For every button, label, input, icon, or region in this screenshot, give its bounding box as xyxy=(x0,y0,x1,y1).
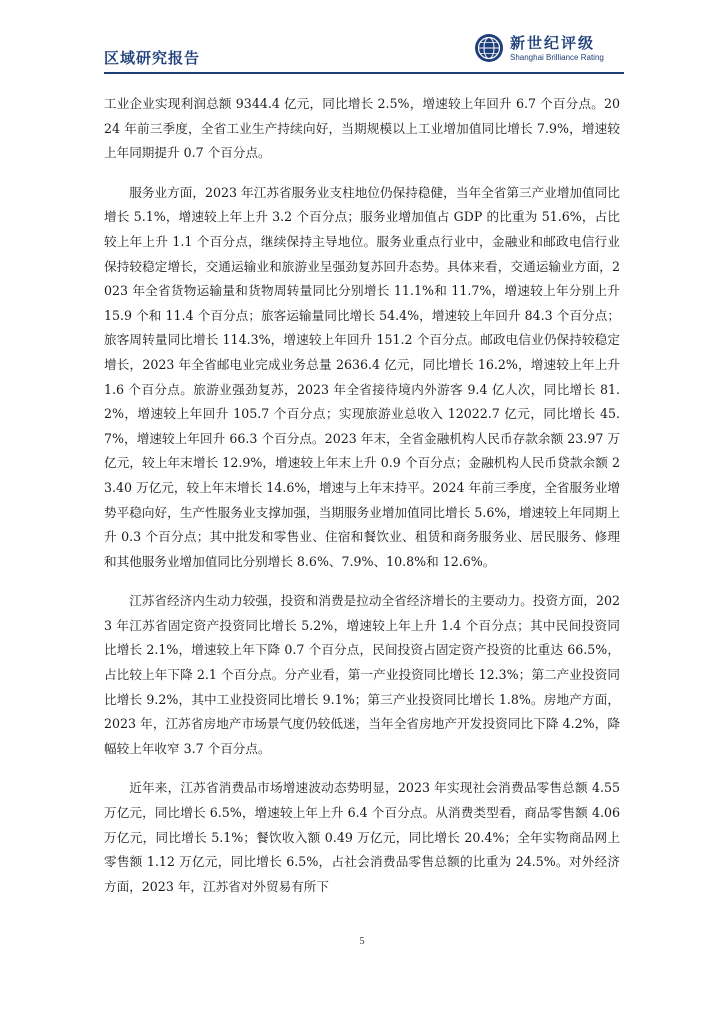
globe-emblem-icon xyxy=(474,33,504,63)
company-logo xyxy=(474,32,624,66)
paragraph-industry-profit: 工业企业实现利润总额 9344.4 亿元，同比增长 2.5%，增速较上年回升 6.7 个百分点。2024 年前三季度，全省工业生产持续向好，当期规模以上工业增加值同比增长 7.9%，增速较上年同期提升 0.7 个百分点。 xyxy=(104,96,620,161)
page-number: 5 xyxy=(359,936,365,947)
page-header xyxy=(104,30,624,72)
paragraph-investment: 江苏省经济内生动力较强，投资和消费是拉动全省经济增长的主要动力。投资方面，2023 年江苏省固定资产投资同比增长 5.2%，增速较上年上升 1.4 个百分点；其中民间投资同比增长 2.1%，增速较上年下降 0.7 个百分点，民间投资占固定资产投资的比重达 66.5%，占比较上年下降 2.1 个百分点。分产业看，第一产业投资同比增长 12.3%；第二产业投资同比增长 9.2%，其中工业投资同比增长 9.1%；第三产业投资同比增长 1.8%。房地产方面，2023 年，江苏省房地产市场景气度仍较低迷，当年全省房地产开发投资同比下降 4.2%，降幅较上年收窄 3.7 个百分点。 xyxy=(104,593,620,756)
paragraph-consumption: 近年来，江苏省消费品市场增速波动态势明显，2023 年实现社会消费品零售总额 4.55 万亿元，同比增长 6.5%，增速较上年上升 6.4 个百分点。从消费类型看，商品零售额 4.06 万亿元，同比增长 5.1%；餐饮收入额 0.49 万亿元，同比增长 20.4%；全年实物商品网上零售额 1.12 万亿元，同比增长 6.5%，占社会消费品零售总额的比重为 24.5%。对外经济方面，2023 年，江苏省对外贸易有所下 xyxy=(104,780,620,894)
document-body xyxy=(104,92,620,914)
header-divider xyxy=(104,72,624,74)
logo-name-en: Shanghai Brilliance Rating xyxy=(510,53,604,62)
logo-name-cn: 新世纪评级 xyxy=(510,34,596,52)
paragraph-services: 服务业方面，2023 年江苏省服务业支柱地位仍保持稳健，当年全省第三产业增加值同比增长 5.1%，增速较上年上升 3.2 个百分点；服务业增加值占 GDP 的比重为 51.6%，占比较上年上升 1.1 个百分点，继续保持主导地位。服务业重点行业中，金融业和邮政电信行业保持较稳定增长，交通运输业和旅游业呈强劲复苏回升态势。具体来看，交通运输业方面，2023 年全省货物运输量和货物周转量同比分别增长 11.1%和 11.7%，增速较上年分别上升 15.9 个和 11.4 个百分点；旅客运输量同比增长 54.4%，增速较上年回升 84.3 个百分点；旅客周转量同比增长 114.3%，增速较上年回升 151.2 个百分点。邮政电信业仍保持较稳定增长，2023 年全省邮电业完成业务总量 2636.4 亿元，同比增长 16.2%，增速较上年上升 1.6 个百分点。旅游业强劲复苏，2023 年全省接待境内外游客 9.4 亿人次，同比增长 81.2%，增速较上年回升 105.7 个百分点；实现旅游业总收入 12022.7 亿元，同比增长 45.7%，增速较上年回升 66.3 个百分点。2023 年末，全省金融机构人民币存款余额 23.97 万亿元，较上年末增长 12.9%，增速较上年末上升 0.9 个百分点；金融机构人民币贷款余额 23.40 万亿元，较上年末增长 14.6%，增速与上年末持平。2024 年前三季度，全省服务业增势平稳向好，生产性服务业支撑加强，当期服务业增加值同比增长 5.6%，增速较上年同期上升 0.3 个百分点；其中批发和零售业、住宿和餐饮业、租赁和商务服务业、居民服务、修理和其他服务业增加值同比分别增长 8.6%、7.9%、10.8%和 12.6%。 xyxy=(104,184,620,569)
report-title: 区域研究报告 xyxy=(104,49,201,67)
